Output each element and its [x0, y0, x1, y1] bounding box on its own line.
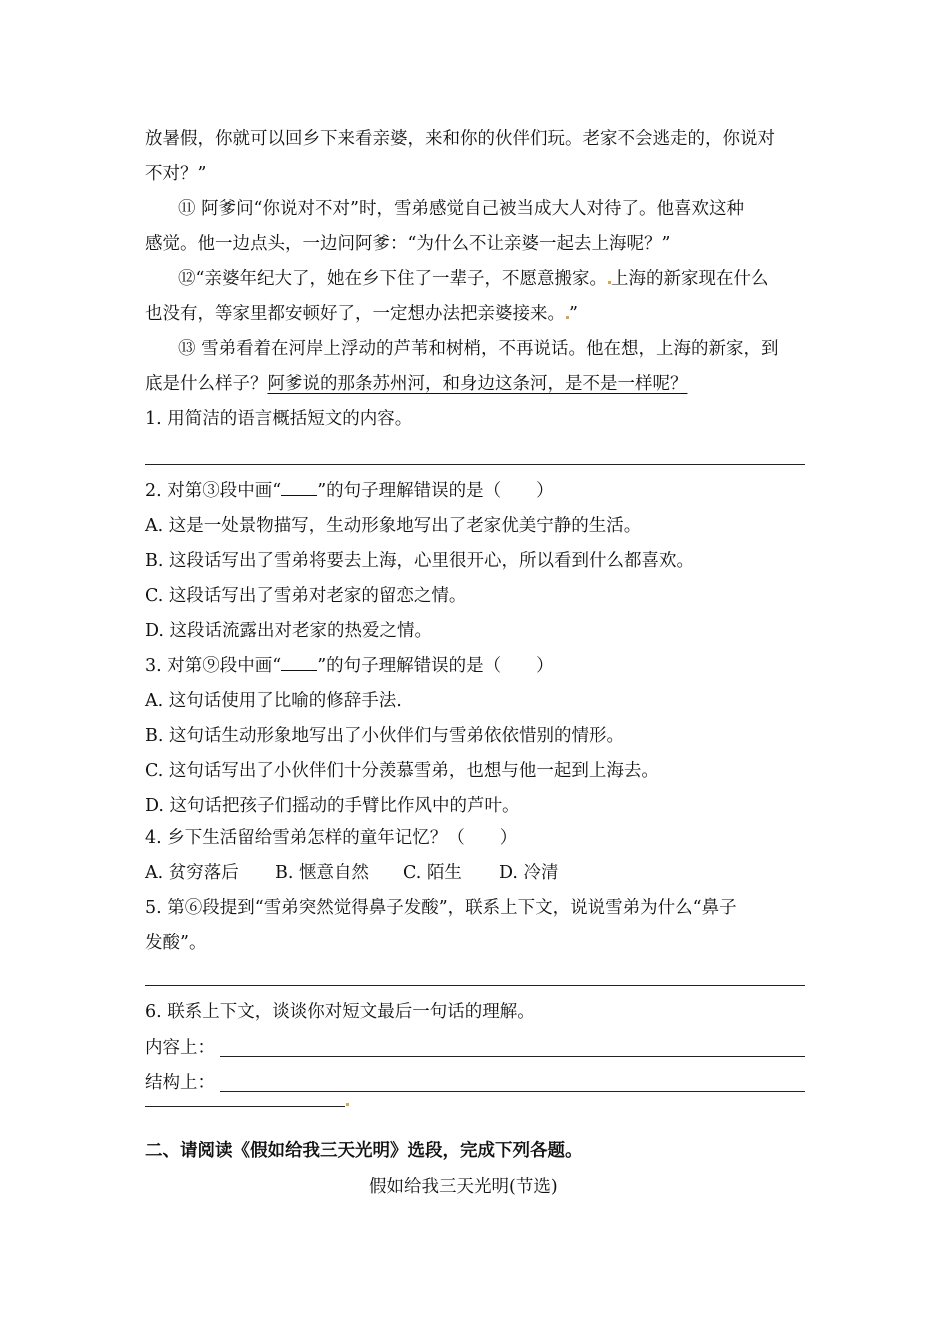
question-5: 5. 第⑥段提到“雪弟突然觉得鼻子发酸”，联系上下文，说说雪弟为什么“鼻子	[145, 898, 737, 918]
structure-answer-line[interactable]	[220, 1091, 805, 1092]
content-answer-line[interactable]	[220, 1056, 805, 1057]
option-c[interactable]: C. 陌生	[403, 863, 462, 883]
question-4: 4. 乡下生活留给雪弟怎样的童年记忆？（ ）	[145, 828, 518, 848]
option-d[interactable]: D. 这段话流露出对老家的热爱之情。	[145, 621, 433, 641]
mark-dot	[346, 1103, 349, 1106]
option-c[interactable]: C. 这段话写出了雪弟对老家的留恋之情。	[145, 586, 467, 606]
question-1: 1. 用简洁的语言概括短文的内容。	[145, 409, 413, 429]
option-a[interactable]: A. 贫穷落后	[145, 863, 239, 883]
option-a[interactable]: A. 这是一处景物描写，生动形象地写出了老家优美宁静的生活。	[145, 516, 642, 536]
question-text: ”的句子理解错误的是（ ）	[317, 656, 554, 676]
option-b[interactable]: B. 这句话生动形象地写出了小伙伴们与雪弟依依惜别的情形。	[145, 726, 624, 746]
content-label: 内容上：	[145, 1038, 215, 1058]
section-2-heading: 二、请阅读《假如给我三天光明》选段，完成下列各题。	[145, 1141, 583, 1161]
question-5-cont: 发酸”。	[145, 933, 207, 953]
underlined-sentence: 阿爹说的那条苏州河，和身边这条河，是不是一样呢？	[267, 374, 688, 394]
question-text: 2. 对第③段中画“	[145, 481, 282, 501]
question-text: 3. 对第⑨段中画“	[145, 656, 282, 676]
paragraph-11: ⑪ 阿爹问“你说对不对”时，雪弟感觉自己被当成大人对待了。他喜欢这种	[178, 199, 744, 219]
structure-label: 结构上：	[145, 1073, 215, 1093]
passage-text: 底是什么样子？	[145, 374, 268, 394]
structure-answer-line-cont[interactable]	[145, 1106, 345, 1107]
question-6: 6. 联系上下文，谈谈你对短文最后一句话的理解。	[145, 1002, 535, 1022]
paragraph-13: ⑬ 雪弟看着在河岸上浮动的芦苇和树梢，不再说话。他在想，上海的新家，到	[178, 339, 779, 359]
passage-text: 也没有，等家里都安顿好了，一定想办法把亲婆接来。	[145, 304, 565, 324]
passage-line: 感觉。他一边点头，一边问阿爹：“为什么不让亲婆一起去上海呢？”	[145, 234, 671, 254]
option-d[interactable]: D. 这句话把孩子们摇动的手臂比作风中的芦叶。	[145, 796, 520, 816]
question-text: ”的句子理解错误的是（ ）	[317, 481, 554, 501]
passage-line	[145, 302, 578, 326]
passage-text: ”	[569, 304, 578, 324]
option-c[interactable]: C. 这句话写出了小伙伴们十分羡慕雪弟，也想与他一起到上海去。	[145, 761, 659, 781]
blank-underline	[281, 481, 317, 496]
answer-line[interactable]	[145, 985, 805, 986]
question-3	[145, 654, 554, 678]
passage-text: ⑫“亲婆年纪大了，她在乡下住了一辈子，不愿意搬家。	[178, 269, 607, 289]
passage-line	[145, 372, 688, 396]
option-b[interactable]: B. 惬意自然	[275, 863, 369, 883]
option-d[interactable]: D. 冷清	[499, 863, 559, 883]
passage-text: 上海的新家现在什么	[610, 269, 769, 289]
blank-underline	[281, 656, 317, 671]
answer-line[interactable]	[145, 464, 805, 465]
section-2-title: 假如给我三天光明(节选)	[369, 1177, 558, 1197]
paragraph-12	[178, 267, 768, 291]
question-2	[145, 479, 554, 503]
option-a[interactable]: A. 这句话使用了比喻的修辞手法.	[145, 691, 402, 711]
passage-line: 放暑假，你就可以回乡下来看亲婆，来和你的伙伴们玩。老家不会逃走的，你说对	[145, 129, 775, 149]
passage-line: 不对？”	[145, 164, 207, 184]
option-b[interactable]: B. 这段话写出了雪弟将要去上海，心里很开心，所以看到什么都喜欢。	[145, 551, 694, 571]
